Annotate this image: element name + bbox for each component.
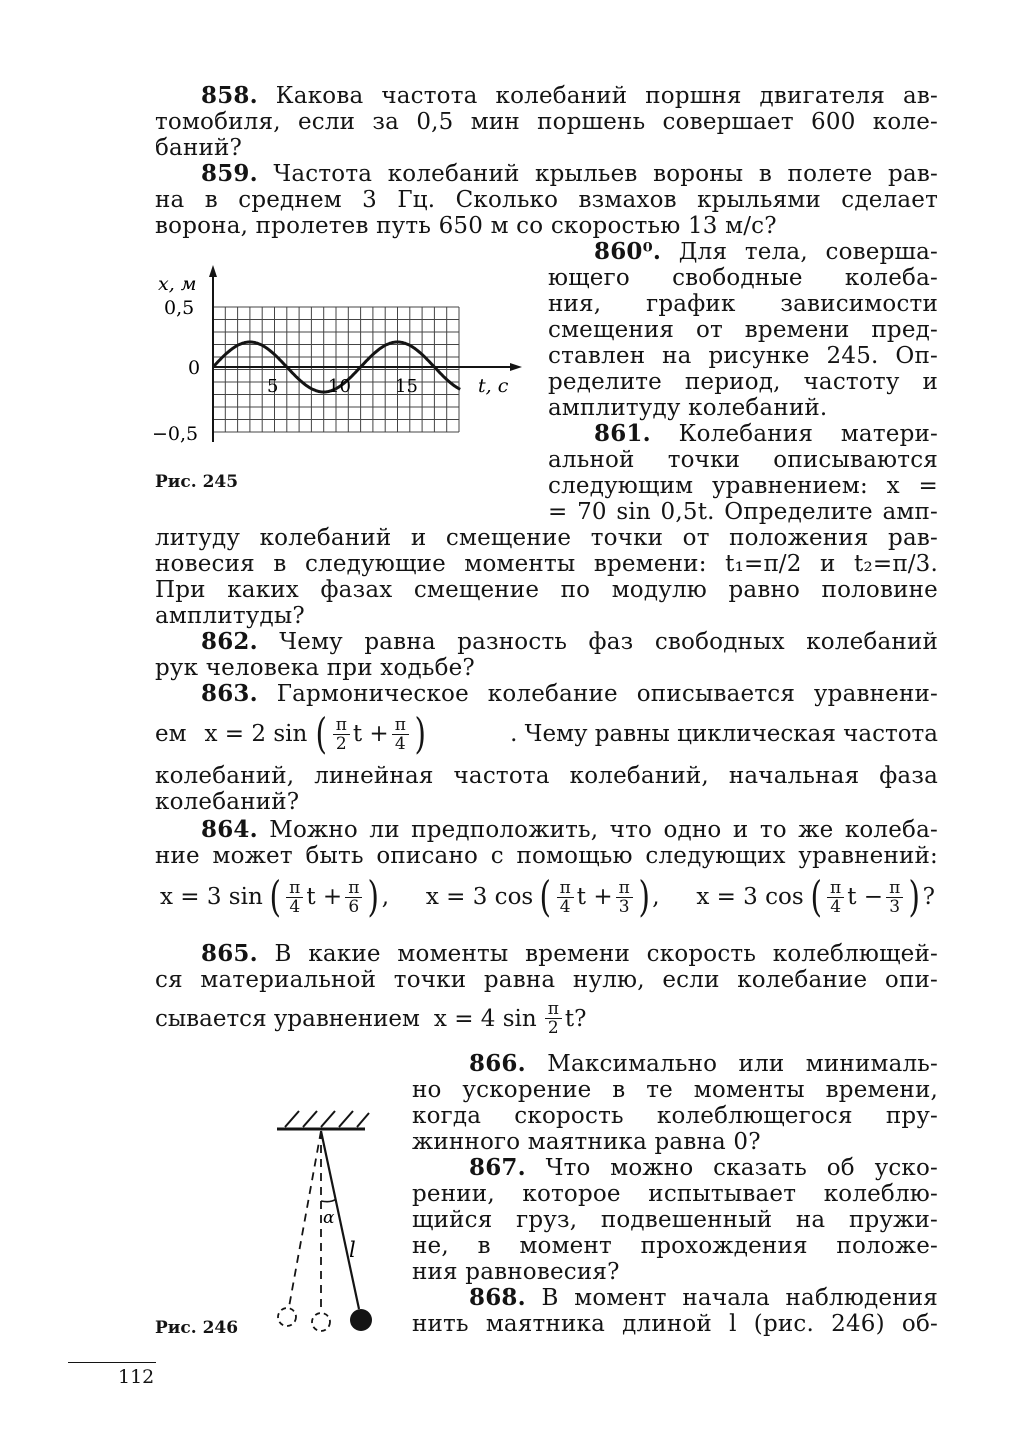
denominator: 3 xyxy=(889,896,901,917)
deflected-thread-dashed xyxy=(289,1131,321,1307)
text: Какова частота колебаний поршня двигателя ав- xyxy=(275,83,939,109)
pendulum-bob xyxy=(350,1309,372,1331)
problem-864-line-1 xyxy=(201,816,938,844)
problem-868-line-2: нить маятника длиной l (рис. 246) об- xyxy=(412,1311,938,1337)
text: Колебания матери- xyxy=(678,421,939,447)
close-paren: ) xyxy=(908,872,921,921)
problem-867-line-2: рении, которое испытывает колеблю- xyxy=(412,1181,938,1207)
close-paren: ) xyxy=(638,872,650,921)
numerator: π xyxy=(392,716,409,735)
formula-text: t? xyxy=(564,1005,587,1032)
denominator: 2 xyxy=(547,1018,559,1038)
fraction xyxy=(827,879,844,916)
problem-864-line-2: ние может быть описано с помощью следующих уравнений: xyxy=(155,843,938,869)
formula-text: x = 3 cos xyxy=(425,884,534,910)
denominator: 4 xyxy=(289,896,301,917)
problem-867-line-3: щийся груз, подвешенный на пружи- xyxy=(412,1207,938,1233)
denominator: 6 xyxy=(348,896,360,917)
angle-label: α xyxy=(323,1208,335,1228)
problem-860-line-7: амплитуду колебаний. xyxy=(548,395,828,421)
problem-number: 863. xyxy=(201,680,258,707)
problem-865-line-1 xyxy=(201,940,938,968)
problem-number: 868. xyxy=(469,1284,526,1311)
fraction xyxy=(557,879,574,916)
problem-861-line-3: следующим уравнением: x = xyxy=(548,473,938,499)
problem-861-line-8: амплитуды? xyxy=(155,603,305,629)
open-paren: ( xyxy=(315,709,328,758)
x-axis-arrow xyxy=(510,363,522,371)
angle-arc xyxy=(321,1199,336,1202)
y-axis-arrow xyxy=(209,265,217,277)
problem-858-line-3: баний? xyxy=(155,135,243,161)
close-paren: ) xyxy=(367,872,380,921)
bob-dashed-center xyxy=(312,1313,330,1331)
problem-862-line-2: рук человека при ходьбе? xyxy=(155,655,475,681)
ceiling-hatching xyxy=(285,1111,369,1127)
problem-number: 861. xyxy=(594,420,651,447)
problem-860-line-4: смещения от времени пред- xyxy=(548,317,938,343)
fraction xyxy=(345,879,362,916)
numerator: π xyxy=(886,879,903,898)
problem-number: 859. xyxy=(201,160,258,187)
problem-863-line-3: колебаний, линейная частота колебаний, начальная фаза xyxy=(155,763,938,789)
problem-864-formulas xyxy=(160,872,935,921)
fraction xyxy=(392,716,409,753)
text: Частота колебаний крыльев вороны в полете рав- xyxy=(273,161,938,187)
fraction xyxy=(886,879,903,916)
text: Максимально или минималь- xyxy=(547,1051,938,1077)
y-tick-label: 0 xyxy=(188,357,201,379)
graph-grid xyxy=(213,307,459,432)
text: В какие моменты времени скорость колеблющей- xyxy=(274,941,938,967)
numerator: π xyxy=(616,879,633,898)
problem-859-line-3: ворона, пролетев путь 650 м со скоростью 13 м/с? xyxy=(155,213,777,239)
denominator: 4 xyxy=(830,896,842,917)
problem-number: 858. xyxy=(201,82,258,109)
text: . Чему равны циклическая частота xyxy=(510,721,938,747)
problem-861-line-1 xyxy=(594,420,938,448)
x-axis-label: t, с xyxy=(478,375,509,397)
y-tick-label: 0,5 xyxy=(164,297,195,319)
formula-text: x = 4 sin xyxy=(433,1005,537,1032)
denominator: 4 xyxy=(559,896,571,917)
problem-860-line-1 xyxy=(594,238,938,266)
problem-860-line-3: ния, график зависимости xyxy=(548,291,938,317)
problem-866-line-1 xyxy=(469,1050,938,1078)
problem-865-line-3 xyxy=(155,1000,586,1037)
text: Для тела, соверша- xyxy=(678,239,939,265)
formula-text: t + xyxy=(352,721,389,747)
length-label: l xyxy=(349,1238,356,1262)
problem-858-line-2: томобиля, если за 0,5 мин поршень совершает 600 коле- xyxy=(155,109,938,135)
text: Что можно сказать об уско- xyxy=(545,1155,938,1181)
numerator: π xyxy=(545,1000,562,1019)
x-tick-label: 15 xyxy=(395,376,418,397)
problem-860-line-2: ющего свободные колеба- xyxy=(548,265,938,291)
open-paren: ( xyxy=(810,872,822,921)
formula-3 xyxy=(696,872,935,921)
problem-868-line-1 xyxy=(469,1284,938,1312)
text: Гармоническое колебание описывается уравнени- xyxy=(276,681,939,707)
problem-867-line-1 xyxy=(469,1154,938,1182)
y-axis-label: x, м xyxy=(158,273,197,295)
numerator: π xyxy=(345,879,362,898)
problem-862-line-1 xyxy=(201,628,938,656)
denominator: 4 xyxy=(394,733,406,754)
problem-861-line-4: = 70 sin 0,5t. Определите амп- xyxy=(548,499,938,525)
formula-text: t + xyxy=(576,884,613,910)
figure-246-caption: Рис. 246 xyxy=(155,1318,239,1338)
problem-859-line-2: на в среднем 3 Гц. Сколько взмахов крыльями сделает xyxy=(155,187,938,213)
numerator: π xyxy=(827,879,844,898)
text: В момент начала наблюдения xyxy=(541,1285,938,1311)
problem-861-line-5: литуду колебаний и смещение точки от положения рав- xyxy=(155,525,938,551)
denominator: 3 xyxy=(618,896,630,917)
problem-863-line-1 xyxy=(201,680,938,708)
figure-245-graph xyxy=(150,262,530,452)
denominator: 2 xyxy=(335,733,347,754)
x-tick-label: 10 xyxy=(328,376,351,397)
problem-867-line-5: ния равновесия? xyxy=(412,1259,620,1285)
open-paren: ( xyxy=(539,872,552,921)
formula-text: t + xyxy=(306,884,343,910)
problem-number: 865. xyxy=(201,940,258,967)
problem-number: 864. xyxy=(201,816,258,843)
comma: , xyxy=(381,884,390,910)
problem-858-line-1 xyxy=(201,82,938,110)
problem-number: 860⁰. xyxy=(594,238,662,265)
problem-861-line-7: При каких фазах смещение по модулю равно половине xyxy=(155,577,938,603)
page-number: 112 xyxy=(118,1366,155,1388)
formula-text: x = 3 cos xyxy=(696,884,804,910)
problem-867-line-4: не, в момент прохождения положе- xyxy=(412,1233,938,1259)
numerator: π xyxy=(557,879,574,898)
problem-863-line-4: колебаний? xyxy=(155,789,300,815)
fraction xyxy=(545,1000,562,1037)
formula-text: x = 3 sin xyxy=(160,884,263,910)
problem-866-line-3: когда скорость колеблющегося пру- xyxy=(412,1103,938,1129)
text: Чему равна разность фаз свободных колебаний xyxy=(279,629,938,655)
text: сывается уравнением xyxy=(155,1005,420,1032)
problem-number: 862. xyxy=(201,628,258,655)
fraction xyxy=(616,879,633,916)
fraction xyxy=(333,716,350,753)
problem-860-line-6: ределите период, частоту и xyxy=(548,369,938,395)
footer-rule xyxy=(68,1362,156,1363)
numerator: π xyxy=(286,879,303,898)
problem-861-line-2: альной точки описываются xyxy=(548,447,938,473)
numerator: π xyxy=(333,716,350,735)
problem-866-line-2: но ускорение в те моменты времени, xyxy=(412,1077,938,1103)
comma: , xyxy=(652,884,660,910)
figure-245-caption: Рис. 245 xyxy=(155,472,239,492)
formula-1 xyxy=(160,872,390,921)
x-tick-label: 5 xyxy=(267,376,279,397)
problem-866-line-4: жинного маятника равна 0? xyxy=(412,1129,761,1155)
formula-text: t − xyxy=(847,884,884,910)
bob-dashed-left xyxy=(278,1308,296,1326)
fraction xyxy=(286,879,303,916)
close-paren: ) xyxy=(414,709,426,758)
problem-859-line-1 xyxy=(201,160,938,188)
y-tick-label: −0,5 xyxy=(152,423,199,445)
text: ем xyxy=(155,721,187,747)
problem-number: 867. xyxy=(469,1154,526,1181)
problem-863-formula-line xyxy=(155,709,938,758)
problem-865-line-2: ся материальной точки равна нулю, если колебание опи- xyxy=(155,967,938,993)
open-paren: ( xyxy=(269,872,281,921)
problem-860-line-5: ставлен на рисунке 245. Оп- xyxy=(548,343,938,369)
text: Можно ли предположить, что одно и то же колеба- xyxy=(269,817,938,843)
figure-246-pendulum xyxy=(255,1105,385,1345)
formula-2 xyxy=(425,872,660,921)
problem-number: 866. xyxy=(469,1050,526,1077)
formula-text: x = 2 sin xyxy=(204,721,308,747)
question-mark: ? xyxy=(922,884,935,910)
problem-861-line-6: новесия в следующие моменты времени: t₁=π/2 и t₂=π/3. xyxy=(155,551,938,577)
